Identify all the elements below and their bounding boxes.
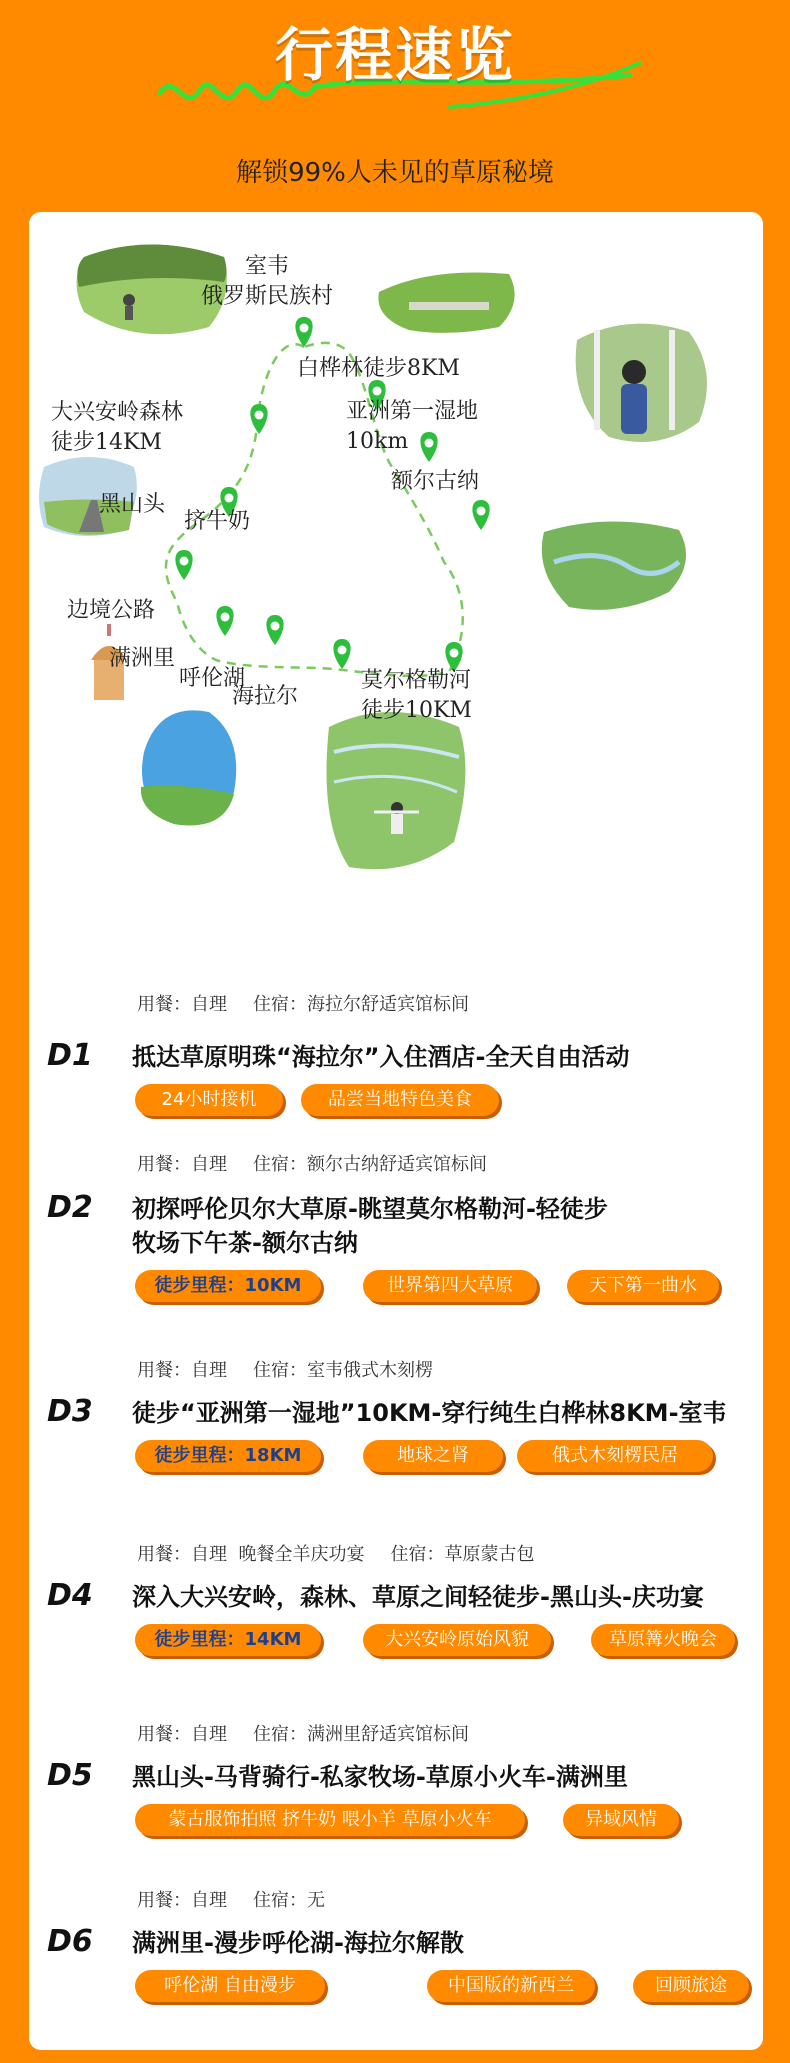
label-baihualin: 白桦林徒步8KM — [297, 356, 460, 381]
stay-text: 住宿：额尔古纳舒适宾馆标间 — [253, 1154, 487, 1175]
pin-hulunhu — [266, 615, 283, 645]
itinerary-card — [29, 212, 763, 2050]
day-tag: 俄式木刻楞民居 — [517, 1440, 713, 1472]
day-tag: 徒步里程：18KM — [135, 1440, 321, 1472]
day-tag: 世界第四大草原 — [363, 1270, 537, 1302]
label-eerguna: 额尔古纳 — [391, 469, 480, 494]
day-meta — [137, 990, 495, 1016]
day-meta — [137, 1540, 560, 1566]
pin-shiwei — [295, 317, 312, 347]
label-hailaer: 海拉尔 — [232, 684, 299, 709]
day-title: 黑山头-马背骑行-私家牧场-草原小火车-满洲里 — [132, 1763, 628, 1791]
day-tag: 天下第一曲水 — [567, 1270, 719, 1302]
stay-text: 住宿：满洲里舒适宾馆标间 — [253, 1724, 469, 1745]
day-title: 满洲里-漫步呼伦湖-海拉尔解散 — [132, 1929, 464, 1957]
label-hulunhu: 呼伦湖 — [179, 666, 246, 691]
day-label: D3 — [47, 1394, 93, 1429]
meal-text: 用餐：自理 — [137, 1154, 227, 1175]
stay-text: 住宿：草原蒙古包 — [390, 1544, 535, 1565]
day-tag: 中国版的新西兰 — [427, 1970, 595, 2002]
day-tag: 品尝当地特色美食 — [301, 1084, 499, 1116]
pin-eerguna — [472, 500, 489, 530]
stay-text: 住宿：无 — [253, 1890, 325, 1911]
page-subtitle: 解锁99%人未见的草原秘境 — [236, 158, 554, 188]
day-tag: 徒步里程：10KM — [135, 1270, 321, 1302]
label-moergele: 莫尔格勒河 徒步10KM — [361, 668, 472, 723]
label-shiwei: 室韦 俄罗斯民族村 — [201, 254, 334, 309]
meal-text: 用餐：自理 — [137, 1360, 227, 1381]
route-map — [29, 212, 763, 912]
day-tag: 草原篝火晚会 — [591, 1624, 735, 1656]
day-meta — [137, 1720, 495, 1746]
label-heishantou: 黑山头 — [99, 492, 166, 517]
meal-text: 用餐：自理 晚餐全羊庆功宴 — [137, 1544, 365, 1565]
day-meta — [137, 1356, 459, 1382]
stay-text: 住宿：室韦俄式木刻楞 — [253, 1360, 433, 1381]
meal-text: 用餐：自理 — [137, 994, 227, 1015]
day-tag: 呼伦湖 自由漫步 — [135, 1970, 325, 2002]
day-meta — [137, 1886, 351, 1912]
day-tag: 大兴安岭原始风貌 — [363, 1624, 551, 1656]
day-tag: 异域风情 — [563, 1804, 679, 1836]
day-label: D6 — [47, 1924, 93, 1959]
day-label: D2 — [47, 1190, 93, 1225]
page-title: 行程速览 — [274, 21, 515, 89]
meal-text: 用餐：自理 — [137, 1724, 227, 1745]
day-tag: 蒙古服饰拍照 挤牛奶 喂小羊 草原小火车 — [135, 1804, 525, 1836]
day-title: 徒步“亚洲第一湿地”10KM-穿行纯生白桦林8KM-室韦 — [132, 1399, 727, 1427]
day-tag: 徒步里程：14KM — [135, 1624, 321, 1656]
pin-manzhouli — [216, 606, 233, 636]
day-tag: 24小时接机 — [135, 1084, 283, 1116]
day-meta — [137, 1150, 513, 1176]
pin-hailaer — [333, 639, 350, 669]
day-title: 初探呼伦贝尔大草原-眺望莫尔格勒河-轻徒步 牧场下午茶-额尔古纳 — [132, 1195, 608, 1257]
pin-heishantou — [250, 404, 267, 434]
day-title: 抵达草原明珠“海拉尔”入住酒店-全天自由活动 — [132, 1043, 630, 1071]
label-daxinganling: 大兴安岭森林 徒步14KM — [51, 400, 184, 455]
meal-text: 用餐：自理 — [137, 1890, 227, 1911]
day-title: 深入大兴安岭，森林、草原之间轻徒步-黑山头-庆功宴 — [132, 1583, 704, 1611]
day-tag: 地球之肾 — [363, 1440, 503, 1472]
label-yazhou: 亚洲第一湿地 10km — [346, 399, 479, 454]
stay-text: 住宿：海拉尔舒适宾馆标间 — [253, 994, 469, 1015]
map-pins — [29, 212, 763, 912]
day-label: D5 — [47, 1758, 93, 1793]
day-label: D1 — [47, 1038, 93, 1073]
day-label: D4 — [47, 1578, 93, 1613]
label-manzhouli: 满洲里 — [109, 646, 176, 671]
pin-bianjing — [175, 550, 192, 580]
label-bianjing: 边境公路 — [67, 598, 156, 623]
day-tag: 回顾旅途 — [633, 1970, 749, 2002]
label-jiniunai: 挤牛奶 — [184, 509, 251, 534]
